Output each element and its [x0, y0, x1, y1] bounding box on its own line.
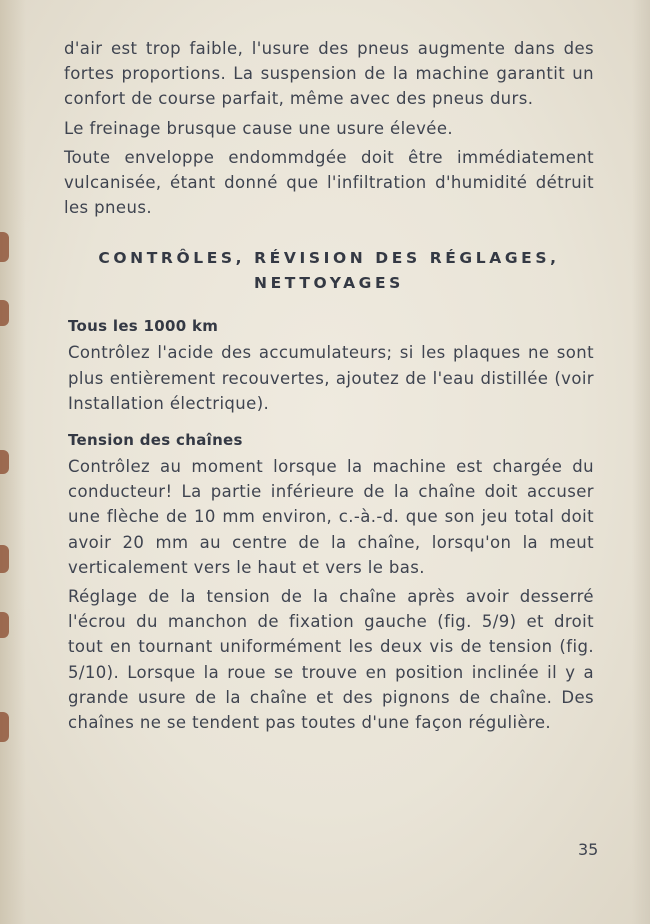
page-number: 35 — [578, 840, 599, 859]
rust-stain — [0, 232, 9, 262]
rust-stain — [0, 545, 9, 573]
subsection-title: Tension des chaînes — [68, 431, 243, 450]
section-heading-line: NETTOYAGES — [254, 274, 404, 293]
subsection-title: Tous les 1000 km — [68, 317, 219, 336]
subsection-paragraph: Contrôlez au moment lorsque la machine est chargée du conducteur! La partie inférieure de la chaîne doit accuser une flèche de 10 mm environ, c.-à.-d. que son jeu total doit avoir 20 mm au centre de la chaîne, lorsqu'on la meut verticalement vers le haut et vers le bas. — [68, 457, 594, 577]
rust-stain — [0, 712, 9, 742]
section-heading-line: CONTRÔLES, RÉVISION DES RÉGLAGES, — [98, 249, 560, 268]
rust-stain — [0, 612, 9, 638]
rust-stain — [0, 300, 9, 326]
rust-stain — [0, 450, 9, 474]
intro-paragraph: d'air est trop faible, l'usure des pneus augmente dans des fortes proportions. La suspension de la machine garantit un confort de course parfait, même avec des pneus durs. — [64, 39, 594, 109]
intro-paragraph: Le freinage brusque cause une usure élevée. — [64, 118, 454, 138]
page-content — [64, 36, 594, 739]
section-heading — [64, 246, 594, 296]
subsection-paragraph: Contrôlez l'acide des accumulateurs; si les plaques ne sont plus entièrement recouvertes, ajoutez de l'eau distillée (voir Installation électrique). — [68, 343, 594, 413]
intro-paragraph: Toute enveloppe endommdgée doit être immédiatement vulcanisée, étant donné que l'infiltration d'humidité détruit les pneus. — [64, 147, 594, 218]
subsection-paragraph: Réglage de la tension de la chaîne après avoir desserré l'écrou du manchon de fixation gauche (fig. 5/9) et droit tout en tournant uniformément les deux vis de tension (fig. 5/10). Lorsque la roue se trouve en position inclinée il y a grande usure de la chaîne et des pignons de chaîne. Des chaînes ne se tendent pas toutes d'une façon régulière. — [68, 587, 594, 733]
